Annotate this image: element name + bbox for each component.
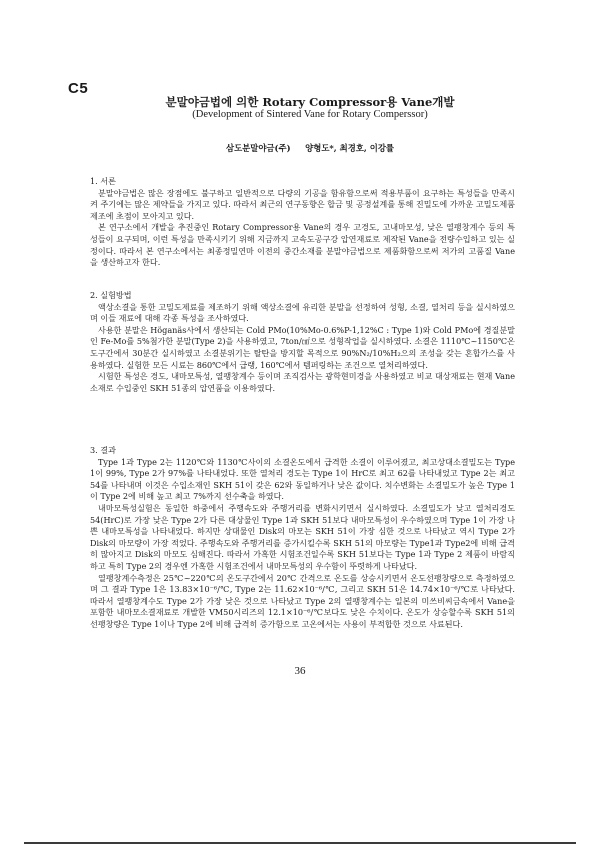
paragraph: 액상소결을 통한 고밀도제료를 제조하기 위해 액상소결에 유리한 분말을 선정하여 성형, 소결, 열처리 등을 실시하였으며 이들 재료에 대해 각종 특성을 조사하였다. bbox=[90, 301, 515, 324]
page-number: 36 bbox=[294, 665, 306, 677]
paragraph: 사용한 분말은 Höganäs사에서 생산되는 Cold PMo(10%Mo-0.6%P-1,12%C : Type 1)와 Cold PMo에 경질분말인 Fe-Mo를 5%첨가한 분말(Type 2)을 사용하였고, 7ton/㎠으로 성형작업을 실시하였다. 소결은 1110℃~1150℃온도구간에서 30분간 실시하였고 소결분위기는 탈탄을 방지할 목적으로 90%N₂/10%H₂으의 조성을 갖는 혼합가스를 사용하였다. 실험한 모든 시료는 860℃에서 급랭, 160℃에서 템퍼링하는 조건으로 열처리하였다. bbox=[90, 324, 515, 370]
scan-edge-line bbox=[24, 842, 576, 844]
paragraph: 시험한 특성은 경도, 내마모특성, 열팽창계수 등이며 조직검사는 광학현미경을 사용하였고 비교 대상재료는 현재 Vane소재로 수입중인 SKH 51종의 압연품을 이용하였다. bbox=[90, 371, 515, 393]
paragraph: 열팽창계수측정은 25℃~220℃의 온도구간에서 20℃ 간격으로 온도를 상승시키면서 온도선팽창량으로 측정하였으며 그 결과 Type 1은 13.83×10⁻⁶/℃, Type 2는 11.62×10⁻⁶/℃, 그리고 SKH 51은 14.74×10⁻⁶/℃로 나타났다. 따라서 열팽창계수도 Type 2가 가장 낮은 것으로 나타났고 Type 2의 열팽창계수는 일본의 미쓰비씨금속에서 Vane을 포함한 내마모소결재료로 개발한 VM50시리즈의 12.1×10⁻⁶/℃보다도 낮은 수치이다. 온도가 상승할수록 SKH 51의 선팽창량은 Type 1이나 Type 2에 비해 급격히 증가함으로 고온에서는 사용이 부적합한 것으로 사료된다. bbox=[90, 572, 515, 629]
paper-code: C5 bbox=[68, 80, 89, 97]
paragraph: 내마모특성실험은 동일한 하중에서 주행속도와 주행거리를 변화시키면서 실시하였다. 소결밀도가 낮고 열처리경도 54(HrC)로 가장 낮은 Type 2가 다른 대상물인 Type 1과 SKH 51보다 내마모특성이 우수하였으며 Type 1이 가장 나쁜 내마모특성을 나타내었다. 하지만 상대물인 Disk의 마모는 SKH 51이 가장 심한 것으로 나타났고 역시 Type 2가 Disk의 마모량이 가장 적었다. 주행속도와 주행거리를 증가시킬수록 SKH 51의 마모량는 Type1과 Type2에 비해 급격히 많아지고 Disk의 마모도 심해진다. 따라서 가혹한 시험조건일수록 SKH 51보다는 Type 1과 Type 2 제품이 바람직하고 특히 Type 2의 경우엔 가혹한 시험조건에서 내마모특성의 우수함이 뚜렷하게 나타났다. bbox=[90, 502, 515, 571]
section-results bbox=[90, 445, 515, 631]
paragraph: 본 연구소에서 개발을 추진중인 Rotary Compressor용 Vane의 경우 고경도, 고내마모성, 낮은 열팽창계수 등의 특성들이 요구되며, 이런 특성을 만족시키기 위해 지금까지 고속도공구강 압연재료로 제작된 Vane을 전량수입하고 있는 실정이다. 따라서 본 연구소에서는 최종정밀연마 이전의 중간소재를 분말야금법으로 제품화함으로써 저가의 고품질 Vane을 생산하고자 한다. bbox=[90, 222, 515, 268]
paragraph: 분말야금법은 많은 장점에도 불구하고 일반적으로 다량의 기공을 함유함으로써 적용부품이 요구하는 특성들을 만족시켜 주기에는 많은 제약들을 가지고 있다. 따라서 최근의 연구동향은 합금 및 공정설계를 통해 진밀도에 가까운 고밀도제품 제조에 초점이 모아지고 있다. bbox=[90, 187, 515, 221]
paragraph: Type 1과 Type 2는 1120℃와 1130℃사이의 소결온도에서 급격한 소결이 이루어졌고, 최고상대소결밀도는 Type 1이 99%, Type 2가 97%를 나타내었다. 또한 열처리 경도는 Type 1이 HrC로 최고 62를 나타내었고 Type 2는 최고 54를 나타내며 이것은 수입소재인 SKH 51이 갖은 62와 동일하거나 낮은 값이다. 치수변화는 소결밀도가 높은 Type 1이 Type 2에 비해 높고 최고 7%까지 선수축을 하였다. bbox=[90, 456, 515, 502]
section-introduction bbox=[90, 176, 515, 269]
authors: 양형도*, 최경호, 이강률 bbox=[305, 143, 394, 153]
section-methods bbox=[90, 290, 515, 394]
affiliation: 삼도분말야금(주) bbox=[225, 143, 291, 153]
section-heading: 3. 결과 bbox=[90, 445, 116, 455]
title-english: (Development of Sintered Vane for Rotary Comperssor) bbox=[192, 109, 428, 120]
section-heading: 1. 서론 bbox=[90, 176, 116, 186]
author-line bbox=[140, 142, 480, 154]
title-korean: 분말야금법에 의한 Rotary Compressor용 Vane개발 bbox=[165, 95, 455, 109]
section-heading: 2. 실험방법 bbox=[90, 290, 132, 300]
